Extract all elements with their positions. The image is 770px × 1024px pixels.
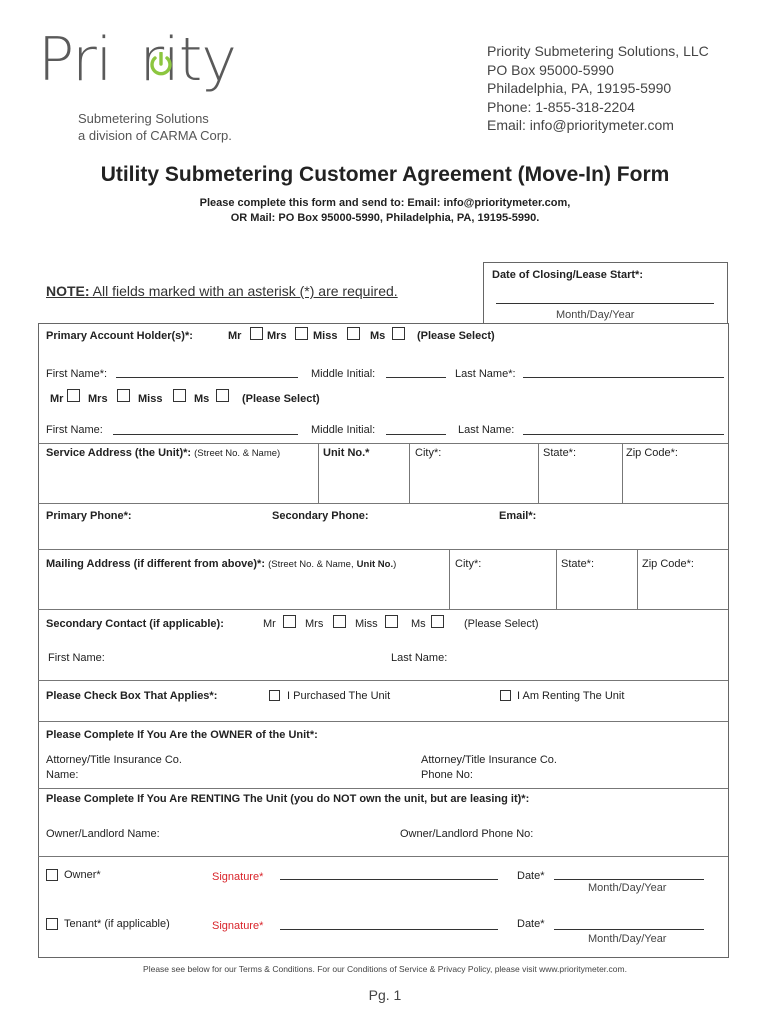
middle-initial-label: Middle Initial: (311, 368, 376, 380)
divider (556, 549, 557, 609)
page-number: Pg. 1 (368, 987, 402, 1003)
company-city: Philadelphia, PA, 19195-5990 (487, 80, 672, 96)
primary-mrs-checkbox[interactable] (295, 327, 308, 340)
zip-label: Zip Code*: (642, 558, 694, 570)
company-email: Email: info@prioritymeter.com (487, 117, 674, 133)
secondary-holder-mr-checkbox[interactable] (67, 389, 80, 402)
applies-label: Please Check Box That Applies*: (46, 690, 218, 702)
company-name: Priority Submetering Solutions, LLC (487, 43, 709, 59)
divider (449, 549, 450, 609)
owner-label: Owner* (64, 869, 101, 881)
divider (622, 443, 623, 503)
title-mrs-label: Mrs (88, 393, 108, 405)
closing-date-input[interactable] (496, 303, 714, 304)
please-select: (Please Select) (242, 393, 320, 405)
owner-date-input[interactable] (554, 879, 704, 880)
primary-ms-checkbox[interactable] (392, 327, 405, 340)
first-name-2-input[interactable] (113, 434, 298, 435)
divider (38, 856, 728, 857)
secondary-contact-label: Secondary Contact (if applicable): (46, 618, 224, 630)
first-name-label: First Name*: (46, 368, 108, 380)
service-address-label: Service Address (the Unit)*: (Street No. & Name) (46, 447, 281, 459)
note (46, 283, 398, 299)
note-text: All fields marked with an asterisk (*) are required. (89, 283, 398, 299)
state-label: State*: (543, 447, 577, 459)
landlord-phone-label: Owner/Landlord Phone No: (400, 828, 534, 840)
renting-section-label: Please Complete If You Are RENTING The Unit (you do NOT own the unit, but are leasing it)*: (46, 793, 530, 805)
divider (38, 609, 728, 610)
primary-label: Primary Account Holder(s)*: (46, 330, 193, 342)
landlord-name-label: Owner/Landlord Name: (46, 828, 160, 840)
last-name-2-input[interactable] (523, 434, 724, 435)
tenant-date-label: Date* (517, 918, 545, 930)
tenant-signature-input[interactable] (280, 929, 498, 930)
please-select: (Please Select) (464, 618, 539, 630)
secondary-phone-label: Secondary Phone: (272, 510, 369, 522)
company-address (487, 42, 709, 135)
tenant-date-hint: Month/Day/Year (588, 933, 667, 945)
please-select: (Please Select) (417, 330, 495, 342)
tenant-date-input[interactable] (554, 929, 704, 930)
last-name-label: Last Name: (458, 424, 515, 436)
primary-phone-label: Primary Phone*: (46, 510, 132, 522)
middle-initial-label: Middle Initial: (311, 424, 376, 436)
title-miss-label: Miss (138, 393, 163, 405)
secondary-mrs-checkbox[interactable] (333, 615, 346, 628)
divider (38, 503, 728, 504)
title-ms-label: Ms (411, 618, 426, 630)
divider (38, 721, 728, 722)
mailing-address-label: Mailing Address (if different from above)*: (Street No. & Name, Unit No.) (46, 558, 397, 570)
title-mrs-label: Mrs (267, 330, 287, 342)
secondary-ms-checkbox[interactable] (431, 615, 444, 628)
city-label: City*: (415, 447, 442, 459)
purchased-checkbox[interactable] (269, 690, 280, 701)
secondary-holder-miss-checkbox[interactable] (173, 389, 186, 402)
tenant-checkbox[interactable] (46, 918, 58, 930)
title-ms-label: Ms (194, 393, 210, 405)
closing-date-box (483, 262, 728, 323)
divider (538, 443, 539, 503)
form-title: Utility Submetering Customer Agreement (Move-In) Form (100, 163, 670, 186)
company-po: PO Box 95000-5990 (487, 61, 614, 78)
attorney-phone-suffix: Phone No: (421, 769, 473, 781)
title-miss-label: Miss (313, 330, 338, 342)
secondary-mr-checkbox[interactable] (283, 615, 296, 628)
divider (38, 680, 728, 681)
email-label: Email*: (499, 510, 537, 522)
closing-label: Date of Closing/Lease Start*: (492, 269, 643, 281)
purchased-label: I Purchased The Unit (287, 690, 391, 702)
title-mr-label: Mr (50, 393, 64, 405)
power-icon (148, 52, 174, 78)
owner-signature-label: Signature* (212, 871, 264, 883)
secondary-first-name-label: First Name: (48, 652, 105, 664)
divider (38, 549, 728, 550)
title-mr-label: Mr (228, 330, 242, 342)
secondary-last-name-label: Last Name: (391, 652, 448, 664)
form-frame (38, 323, 729, 958)
logo-division: a division of CARMA Corp. (78, 128, 232, 143)
secondary-miss-checkbox[interactable] (385, 615, 398, 628)
title-mr-label: Mr (263, 618, 276, 630)
secondary-holder-ms-checkbox[interactable] (216, 389, 229, 402)
tenant-signature-label: Signature* (212, 920, 264, 932)
last-name-label: Last Name*: (455, 368, 516, 380)
state-label: State*: (561, 558, 595, 570)
first-name-input[interactable] (116, 377, 298, 378)
divider (38, 443, 728, 444)
attorney-phone-label: Attorney/Title Insurance Co. (421, 754, 557, 766)
divider (38, 788, 728, 789)
note-prefix: NOTE: (46, 283, 90, 299)
owner-checkbox[interactable] (46, 869, 58, 881)
primary-miss-checkbox[interactable] (347, 327, 360, 340)
owner-date-hint: Month/Day/Year (588, 882, 667, 894)
closing-hint: Month/Day/Year (556, 309, 635, 321)
renting-checkbox[interactable] (500, 690, 511, 701)
title-miss-label: Miss (355, 618, 378, 630)
last-name-input[interactable] (523, 377, 724, 378)
footer-text: Please see below for our Terms & Conditions. For our Conditions of Service & Privacy Policy, please visit www.prioritymeter.com. (143, 964, 627, 974)
zip-label: Zip Code*: (626, 447, 678, 459)
owner-section-label: Please Complete If You Are the OWNER of the Unit*: (46, 729, 318, 741)
divider (637, 549, 638, 609)
primary-mr-checkbox[interactable] (250, 327, 263, 340)
instructions-line1: Please complete this form and send to: Email: info@prioritymeter.com, (199, 197, 571, 209)
middle-initial-input[interactable] (386, 377, 446, 378)
logo-subtitle: Submetering Solutions (78, 111, 209, 126)
secondary-holder-mrs-checkbox[interactable] (117, 389, 130, 402)
unit-no-label: Unit No.* (323, 447, 370, 459)
owner-signature-input[interactable] (280, 879, 498, 880)
logo-wordmark: Pri rity (38, 25, 236, 95)
owner-date-label: Date* (517, 870, 545, 882)
city-label: City*: (455, 558, 482, 570)
tenant-label: Tenant* (if applicable) (64, 918, 170, 930)
title-ms-label: Ms (370, 330, 386, 342)
middle-initial-2-input[interactable] (386, 434, 446, 435)
renting-label: I Am Renting The Unit (517, 690, 625, 702)
first-name-label: First Name: (46, 424, 103, 436)
company-phone: Phone: 1-855-318-2204 (487, 98, 635, 115)
instructions-line2: OR Mail: PO Box 95000-5990, Philadelphia, PA, 19195-5990. (230, 212, 540, 224)
attorney-name-suffix: Name: (46, 769, 79, 781)
title-mrs-label: Mrs (305, 618, 324, 630)
divider (318, 443, 319, 503)
attorney-name-label: Attorney/Title Insurance Co. (46, 754, 182, 766)
divider (409, 443, 410, 503)
